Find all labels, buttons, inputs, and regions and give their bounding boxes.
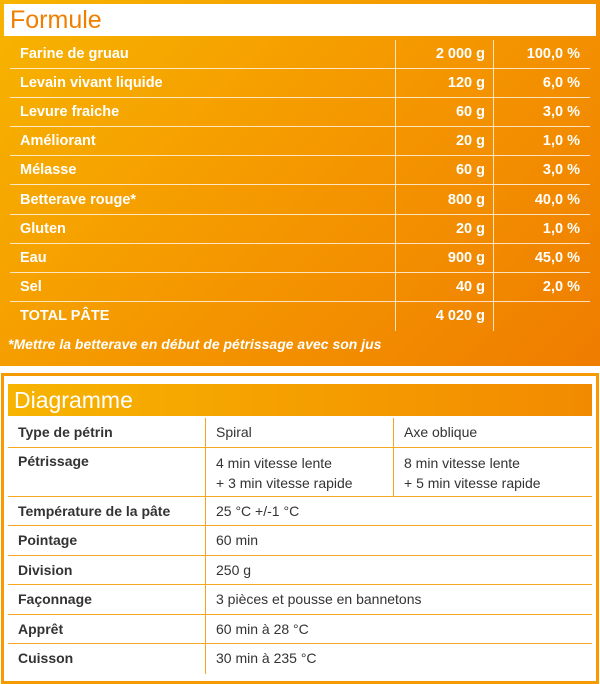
spiral-step-1: 4 min vitesse lente xyxy=(216,454,332,471)
diagramme-row xyxy=(8,615,592,645)
ingredient-name: Levure fraiche xyxy=(10,98,396,126)
ingredient-name: Levain vivant liquide xyxy=(10,69,396,97)
ingredient-row xyxy=(10,69,590,98)
diagramme-row xyxy=(8,556,592,586)
spiral-header: Spiral xyxy=(206,418,394,447)
row-label: Façonnage xyxy=(8,585,206,614)
row-value: 3 pièces et pousse en bannetons xyxy=(216,591,422,607)
axe-oblique-header: Axe oblique xyxy=(404,424,478,440)
ingredient-row xyxy=(10,40,590,69)
total-quantity: 4 020 g xyxy=(396,302,494,331)
diagramme-row xyxy=(8,585,592,615)
ingredient-name: Eau xyxy=(10,244,396,272)
row-label: Division xyxy=(8,556,206,585)
diagramme-row xyxy=(8,526,592,556)
ingredient-percentage: 2,0 % xyxy=(542,278,580,295)
axe-oblique-step-2: + 5 min vitesse rapide xyxy=(404,474,541,491)
spiral-petrissage xyxy=(206,448,394,496)
row-value: 250 g xyxy=(216,561,252,578)
ingredient-quantity: 60 g xyxy=(396,156,494,184)
ingredient-name: Améliorant xyxy=(10,127,396,155)
row-value: 60 min xyxy=(216,532,259,548)
ingredient-row xyxy=(10,215,590,244)
ingredient-name: Farine de gruau xyxy=(10,40,396,68)
diagramme-section xyxy=(1,373,599,684)
formule-footnote: *Mettre la betterave en début de pétrissage avec son jus xyxy=(8,336,382,352)
ingredient-quantity: 40 g xyxy=(396,273,494,301)
ingredient-quantity: 900 g xyxy=(396,244,494,272)
row-label: Type de pétrin xyxy=(8,418,206,447)
ingredient-percentage: 6,0 % xyxy=(542,75,580,92)
total-percentage xyxy=(494,302,590,331)
ingredient-row xyxy=(10,127,590,156)
row-label: Pétrissage xyxy=(8,448,206,496)
ingredient-quantity: 20 g xyxy=(396,215,494,243)
axe-oblique-step-1: 8 min vitesse lente xyxy=(404,454,520,471)
ingredient-row xyxy=(10,244,590,273)
ingredient-quantity: 2 000 g xyxy=(396,40,494,68)
ingredient-name: Betterave rouge* xyxy=(10,185,396,213)
ingredient-quantity: 120 g xyxy=(396,69,494,97)
ingredient-percentage: 1,0 % xyxy=(542,220,580,237)
ingredient-name: Gluten xyxy=(10,215,396,243)
row-value: 25 °C +/-1 °C xyxy=(216,502,300,519)
row-value: 60 min à 28 °C xyxy=(216,620,309,637)
axe-oblique-petrissage xyxy=(394,448,592,496)
ingredient-quantity: 800 g xyxy=(396,185,494,213)
ingredient-percentage: 100,0 % xyxy=(526,46,580,63)
ingredient-percentage: 3,0 % xyxy=(542,104,580,121)
row-label: Cuisson xyxy=(8,644,206,674)
spiral-step-2: + 3 min vitesse rapide xyxy=(216,474,353,491)
diagramme-title: Diagramme xyxy=(8,384,592,416)
ingredient-percentage: 1,0 % xyxy=(542,133,580,150)
ingredient-percentage: 45,0 % xyxy=(534,249,580,266)
ingredient-name: Sel xyxy=(10,273,396,301)
ingredient-name: Mélasse xyxy=(10,156,396,184)
diagramme-table xyxy=(8,418,592,674)
total-label: TOTAL PÂTE xyxy=(10,302,396,331)
ingredient-quantity: 20 g xyxy=(396,127,494,155)
row-label: Pointage xyxy=(8,526,206,555)
ingredient-row xyxy=(10,273,590,302)
row-label: Apprêt xyxy=(8,615,206,644)
formule-title: Formule xyxy=(4,4,596,36)
total-row xyxy=(10,302,590,331)
ingredient-row xyxy=(10,98,590,127)
ingredient-row xyxy=(10,185,590,214)
ingredient-row xyxy=(10,156,590,185)
ingredient-quantity: 60 g xyxy=(396,98,494,126)
row-label: Température de la pâte xyxy=(8,497,206,526)
diagramme-row xyxy=(8,644,592,674)
formule-table xyxy=(10,40,590,331)
petrissage-row xyxy=(8,448,592,497)
mixer-type-row xyxy=(8,418,592,448)
diagramme-row xyxy=(8,497,592,527)
ingredient-percentage: 40,0 % xyxy=(534,191,580,208)
row-value: 30 min à 235 °C xyxy=(216,650,317,666)
ingredient-percentage: 3,0 % xyxy=(542,162,580,179)
